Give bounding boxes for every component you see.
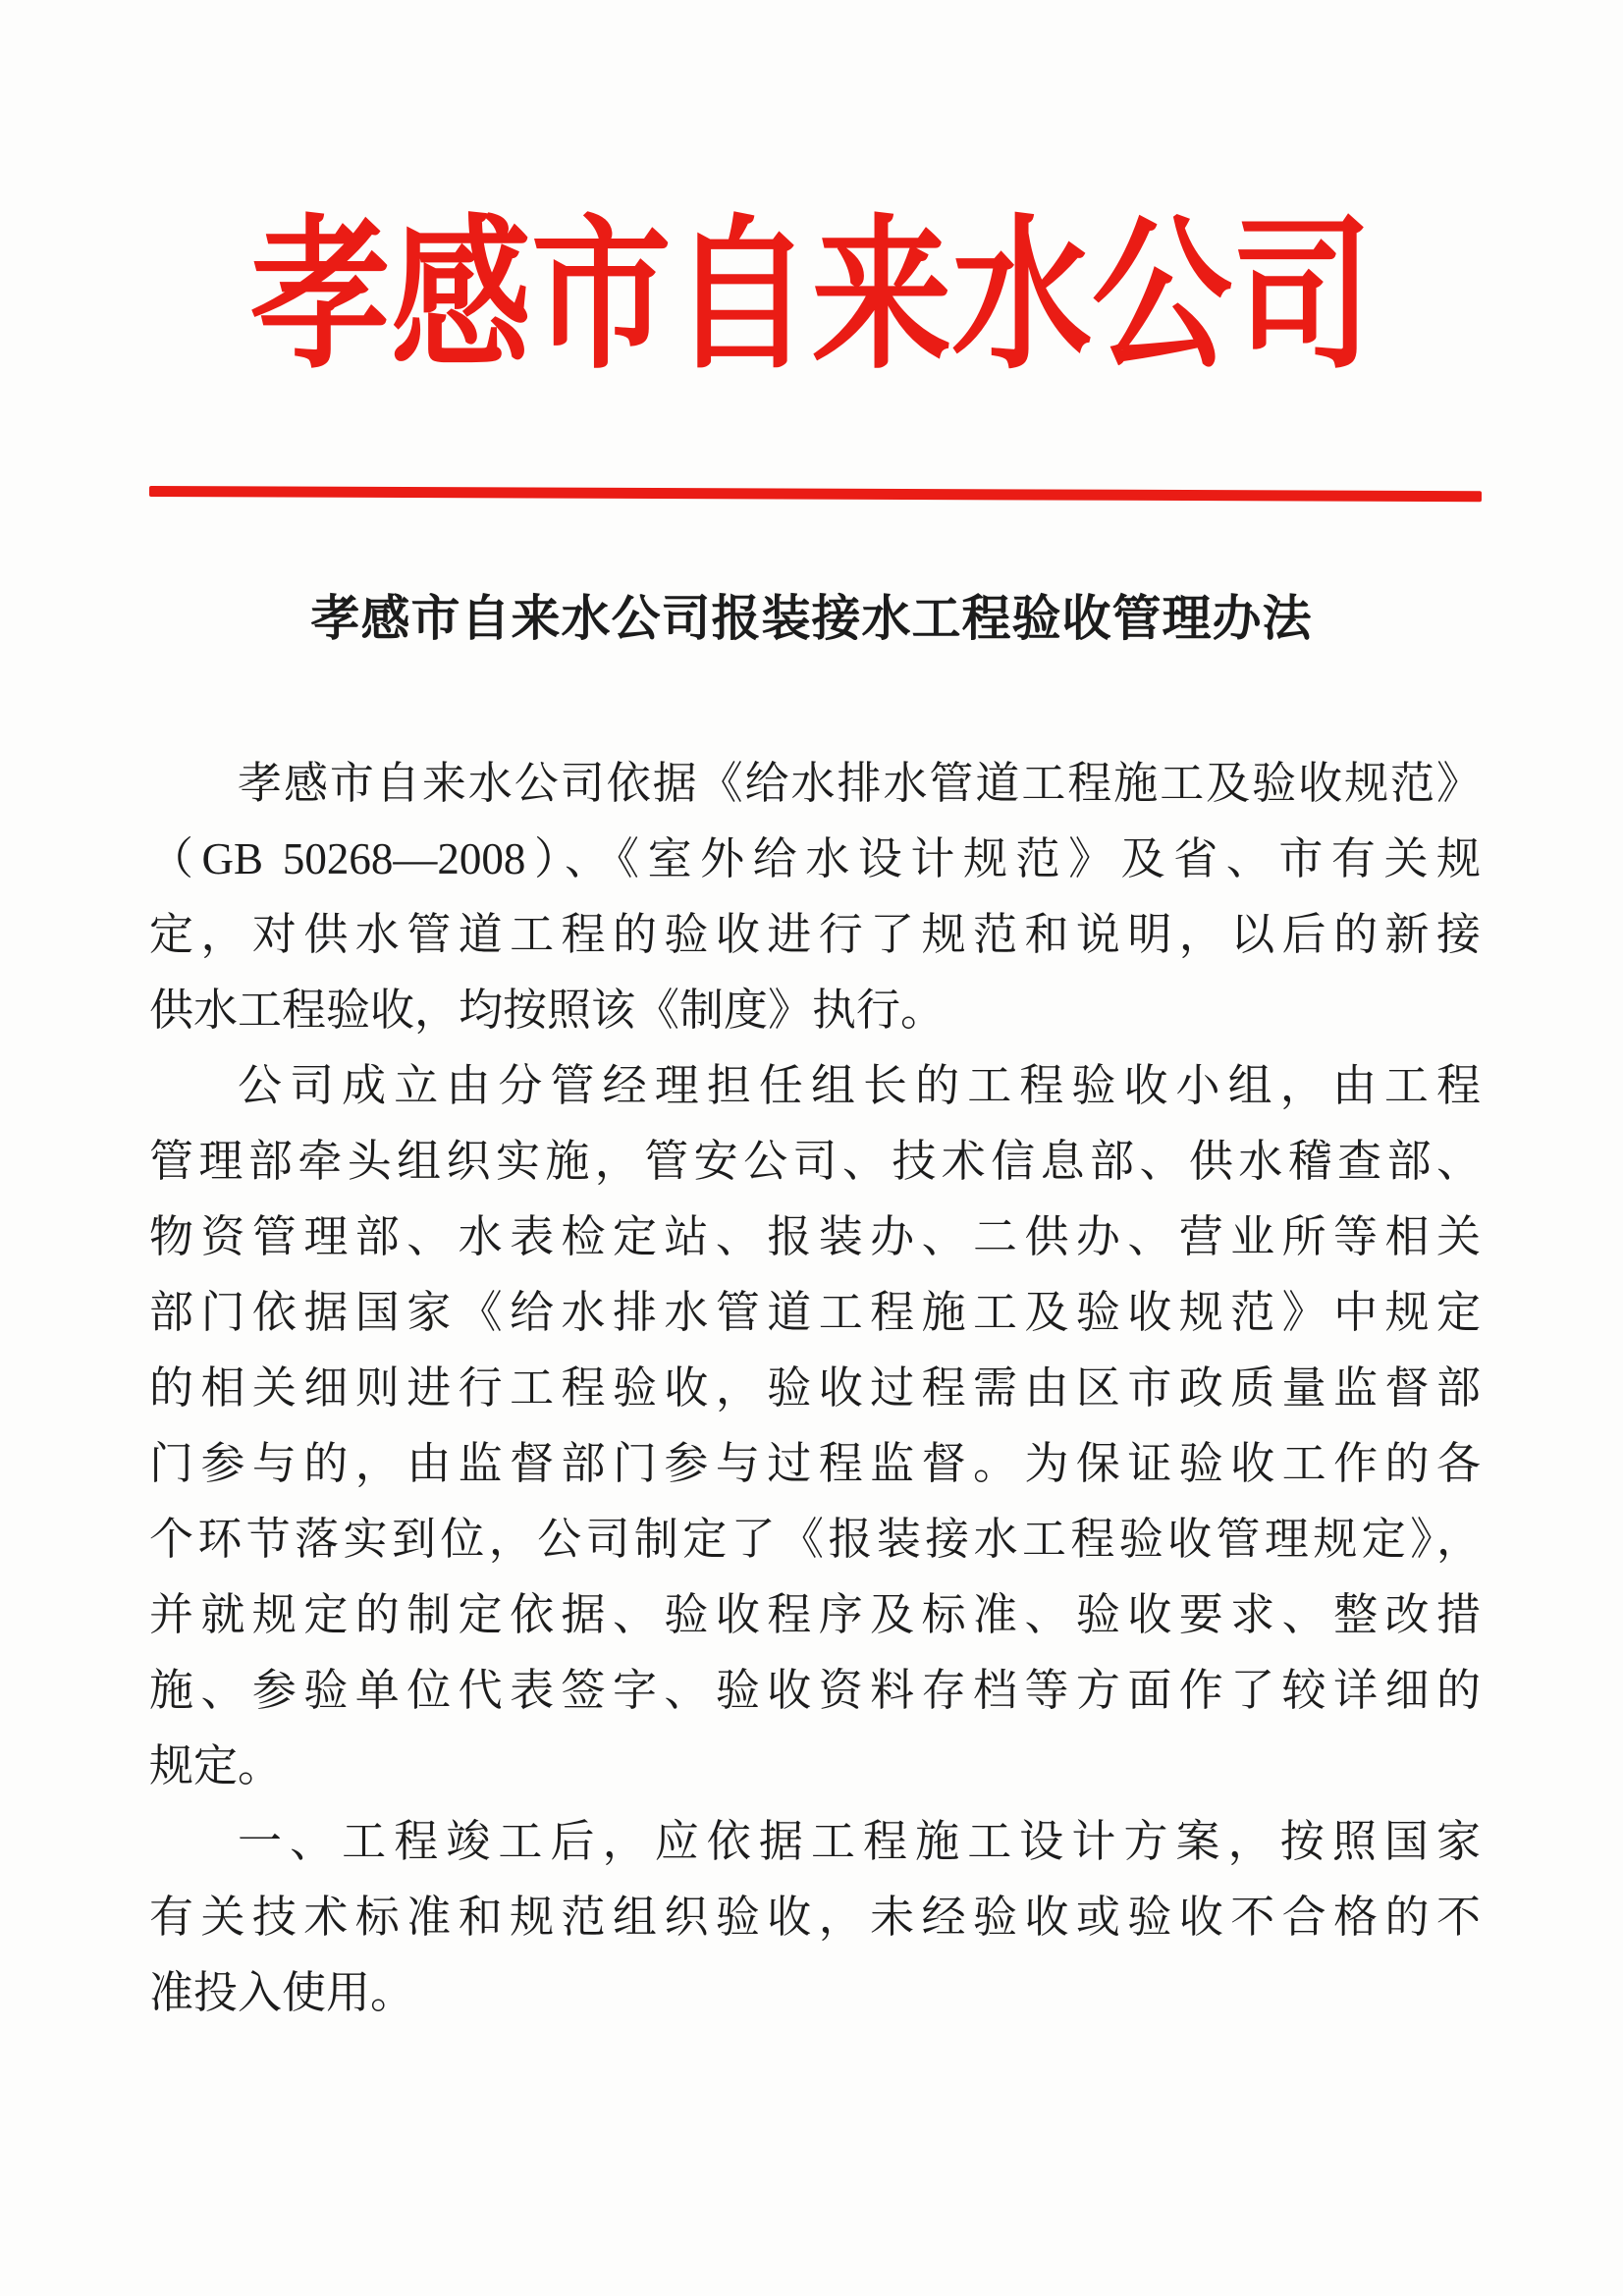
document-body — [149, 746, 1481, 2031]
letterhead-title: 孝感市自来水公司 — [250, 206, 1373, 389]
body-line: 孝感市自来水公司依据《给水排水管道工程施工及验收规范》 — [238, 759, 1481, 808]
body-line: 的相关细则进行工程验收，验收过程需由区市政质量监督部 — [149, 1363, 1481, 1413]
body-line: 个环节落实到位，公司制定了《报装接水工程验收管理规定》， — [149, 1515, 1481, 1564]
body-line: 一、工程竣工后，应依据工程施工设计方案，按照国家 — [238, 1817, 1481, 1866]
body-line: 供水工程验收，均按照该《制度》执行。 — [149, 986, 946, 1035]
body-line: 物资管理部、水表检定站、报装办、二供办、营业所等相关 — [149, 1212, 1481, 1261]
body-line: 定，对供水管道工程的验收进行了规范和说明，以后的新接 — [149, 910, 1481, 959]
body-line: 门参与的，由监督部门参与过程监督。为保证验收工作的各 — [149, 1439, 1481, 1488]
body-line: 施、参验单位代表签字、验收资料存档等方面作了较详细的 — [149, 1666, 1481, 1715]
body-line: 公司成立由分管经理担任组长的工程验收小组，由工程 — [238, 1061, 1481, 1110]
body-line: 部门依据国家《给水排水管道工程施工及验收规范》中规定 — [149, 1288, 1481, 1337]
body-line: 并就规定的制定依据、验收程序及标准、验收要求、整改措 — [149, 1590, 1481, 1639]
letterhead-divider-rule — [149, 486, 1482, 502]
body-line: 准投入使用。 — [149, 1968, 415, 2017]
body-line: 有关技术标准和规范组织验收，未经验收或验收不合格的不 — [149, 1893, 1481, 1942]
body-line: 规定。 — [149, 1741, 283, 1790]
body-line: 管理部牵头组织实施，管安公司、技术信息部、供水稽查部、 — [149, 1137, 1481, 1186]
body-line: （GB 50268—2008）、《室外给水设计规范》及省、市有关规 — [149, 834, 1481, 883]
document-title: 孝感市自来水公司报装接水工程验收管理办法 — [310, 591, 1313, 646]
